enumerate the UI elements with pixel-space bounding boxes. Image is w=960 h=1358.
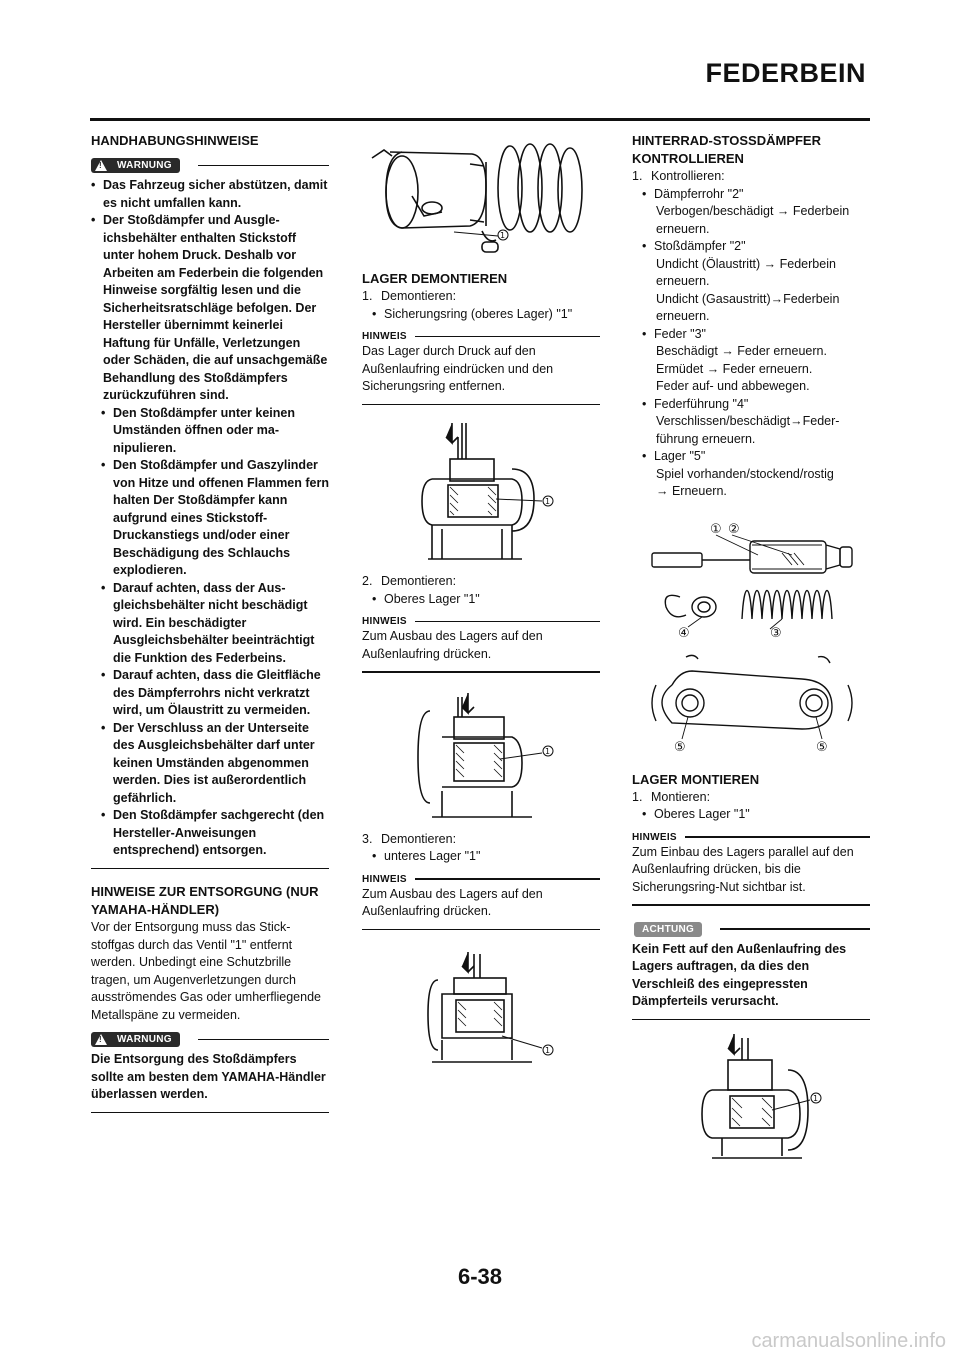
disposal-text: Vor der Entsorgung muss das Stickstoffgas durch das Ventil "1" entfernt werden. Unbedingt eine Schutzbrille tragen, um Augenverletzungen durch ausströmendes Gas oder umherfliegende Metallspäne zu vermeiden.	[91, 920, 321, 1022]
page-title: FEDERBEIN	[705, 58, 866, 88]
step-subitem: • Oberes Lager "1"	[642, 806, 870, 824]
note-header: HINWEIS	[362, 331, 600, 342]
step-subitem: • unteres Lager "1"	[372, 848, 600, 866]
page-number: 6-38	[457, 1264, 503, 1289]
check-item: • Feder "3"	[642, 326, 870, 344]
column-right	[632, 132, 870, 1164]
warning-badge	[91, 158, 180, 173]
callout-1: 1	[545, 746, 551, 756]
check-detail: Undicht (Gasaustritt)→Federbein erneuern.	[656, 291, 840, 323]
watermark: carmanualsonline.info	[751, 1330, 946, 1352]
section-title-disposal: HINWEISE ZUR ENTSORGUNG (NUR YAMAHA-HÄNDLER)	[91, 884, 319, 917]
press-bearing-figure-2	[362, 687, 600, 827]
warning-subitem: • Darauf achten, dass der Ausgleichsbehälter nicht beschädigt wird. Ein beschädigter Ausgleichsbehälter beeinträchtigt die Funktion des Federbeins.	[101, 580, 329, 668]
shock-components-figure	[632, 511, 870, 641]
note-header: HINWEIS	[632, 832, 870, 843]
note-text: Zum Ausbau des Lagers auf den Außenlaufring drücken.	[362, 886, 543, 918]
step-subitem: • Sicherungsring (oberes Lager) "1"	[372, 306, 600, 324]
warning-icon	[95, 160, 107, 171]
step-item: 1. Demontieren:	[362, 289, 457, 303]
bearing-play-figure	[632, 645, 870, 765]
warning-subitem: • Der Verschluss an der Unterseite des Ausgleichsbehälter darf unter keinen Umständen abgenommen werden. Dies ist außerordentlich gefährlich.	[101, 720, 329, 808]
step-item: 1. Montieren:	[632, 789, 711, 804]
shock-absorber-circlip-figure	[362, 136, 600, 266]
fig-label-3: ③	[770, 625, 782, 641]
section-title-bearing-removal: LAGER DEMONTIEREN	[362, 271, 508, 286]
note-text: Das Lager durch Druck auf den Außenlaufring eindrücken und den Sicherungsring entfernen.	[362, 344, 554, 393]
warning-item: • Der Stoßdämpfer und Ausgleichsbehälter enthalten Stickstoff unter hohem Druck. Deshalb vor Arbeiten am Federbein die folgenden Hinweise sorgfältig lesen und die Sicherheitsratschläge befolgen. Der Hersteller übernimmt keinerlei Haftung für Unfälle, Verletzungen oder Schäden, die auf unsachgemäße Behandlung des Stoßdämpfers zurückzuführen sind.	[91, 212, 329, 405]
step-item: 1. Kontrollieren:	[632, 169, 725, 183]
warning-label: WARNUNG	[117, 160, 172, 171]
check-detail: Verbogen/beschädigt → Federbein erneuern.	[656, 204, 850, 236]
warning-header	[91, 1032, 329, 1047]
warning-header	[91, 158, 329, 173]
check-detail: Ermüdet → Feder erneuern.	[656, 361, 813, 376]
note-text: Zum Einbau des Lagers parallel auf den Außenlaufring drücken, bis die Sicherungsring-Nut sichtbar ist.	[632, 844, 854, 894]
fig-label-5: ⑤	[674, 739, 686, 755]
disposal-warning-text: Die Entsorgung des Stoßdämpfers sollte am besten dem YAMAHA-Händler überlassen werden.	[91, 1052, 326, 1101]
caution-badge: ACHTUNG	[634, 922, 702, 937]
column-middle	[362, 132, 600, 1078]
note-header: HINWEIS	[362, 616, 600, 627]
warning-item: • Das Fahrzeug sicher abstützen, damit es nicht umfallen kann.	[91, 177, 329, 212]
callout-1: 1	[813, 1094, 819, 1103]
fig-label-5: ⑤	[816, 739, 828, 755]
callout-1: 1	[500, 231, 506, 240]
section-title-bearing-install: LAGER MONTIEREN	[632, 771, 760, 787]
fig-label-4: ④	[678, 625, 690, 641]
check-item: • Lager "5"	[642, 448, 870, 466]
press-bearing-figure-1	[362, 419, 600, 569]
check-detail: Beschädigt → Feder erneuern.	[656, 344, 827, 358]
step-subitem: • Oberes Lager "1"	[372, 591, 600, 609]
warning-subitem: • Den Stoßdämpfer unter keinen Umständen öffnen oder manipulieren.	[101, 405, 329, 458]
step-item: 3. Demontieren:	[362, 831, 457, 846]
check-detail: Undicht (Ölaustritt) → Federbein erneuern.	[656, 256, 836, 288]
warning-badge	[91, 1032, 180, 1047]
warning-subitem: • Darauf achten, dass die Gleitfläche des Dämpferrohrs nicht verkratzt wird, um Ölaustritt zu vermeiden.	[101, 667, 329, 720]
section-title-inspection: HINTERRAD-STOSSDÄMPFER KONTROLLIEREN	[632, 133, 821, 166]
note-header: HINWEIS	[362, 874, 600, 885]
check-detail: Spiel vorhanden/stockend/rostig	[656, 466, 834, 481]
install-bearing-figure	[632, 1030, 870, 1160]
press-bearing-figure-3	[362, 944, 600, 1074]
column-left	[91, 132, 329, 1113]
section-title-handling: HANDHABUNGSHINWEISE	[91, 133, 259, 148]
check-detail: Feder auf- und abbewegen.	[656, 379, 810, 393]
caution-header	[632, 922, 870, 937]
caution-text: Kein Fett auf den Außenlaufring des Lagers auftragen, da dies den Verschleiß des eingepressten Dämpferteils verursacht.	[632, 941, 847, 1008]
note-text: Zum Ausbau des Lagers auf den Außenlaufring drücken.	[362, 629, 543, 661]
fig-label-1: ①	[710, 521, 722, 537]
callout-1: 1	[545, 1046, 551, 1055]
callout-1: 1	[545, 497, 551, 506]
check-item: • Federführung "4"	[642, 396, 870, 414]
fig-label-2: ②	[728, 521, 740, 537]
check-item: • Dämpferrohr "2"	[642, 186, 870, 204]
warning-subitem: • Den Stoßdämpfer sachgerecht (den Hersteller-Anweisungen entsprechend) entsorgen.	[101, 807, 329, 860]
warning-label: WARNUNG	[117, 1034, 172, 1045]
check-item: • Stoßdämpfer "2"	[642, 238, 870, 256]
step-item: 2. Demontieren:	[362, 574, 457, 588]
check-detail: → Erneuern.	[656, 484, 727, 498]
title-rule	[90, 118, 870, 121]
warning-subitem: • Den Stoßdämpfer und Gaszylinder von Hitze und offenen Flammen fern halten Der Stoßdämpfer kann aufgrund eines Stickstoff-Druckanstiegs und/oder einer Beschädigung des Schlauchs explodieren.	[101, 457, 329, 580]
check-detail: Verschlissen/beschädigt→Federführung erneuern.	[656, 414, 840, 446]
warning-icon	[95, 1034, 107, 1045]
